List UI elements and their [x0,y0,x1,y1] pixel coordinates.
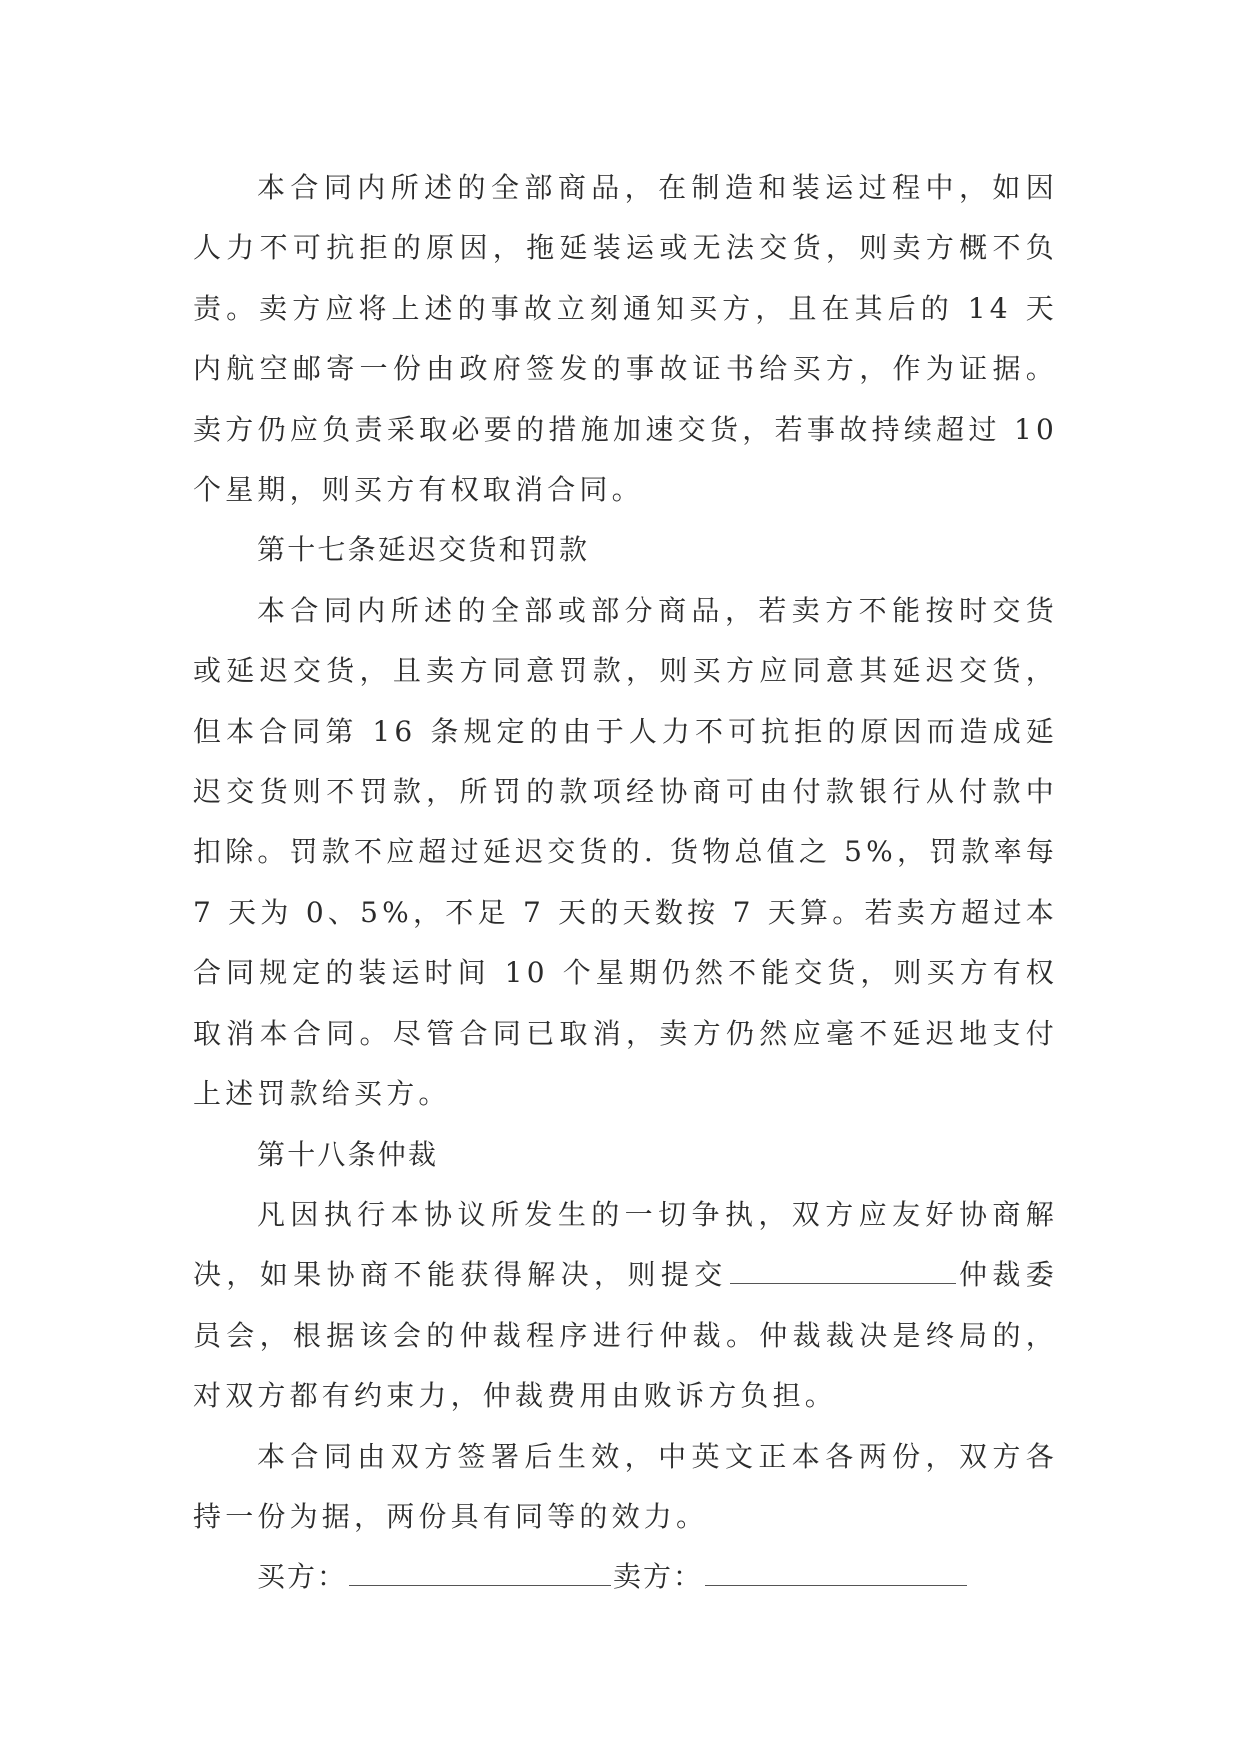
seller-label: 卖方： [613,1560,704,1594]
buyer-label: 买方： [257,1560,348,1594]
arbitration-paragraph [193,1185,1058,1427]
effect-paragraph: 本合同由双方签署后生效，中英文正本各两份，双方各持一份为据，两份具有同等的效力。 [193,1439,1058,1533]
arbitration-text-before: 凡因执行本协议所发生的一切争执，双方应友好协商解决，如果协商不能获得解决，则提交 [193,1197,1058,1292]
article-17-heading: 第十七条延迟交货和罚款 [257,533,590,567]
buyer-signature-blank [349,1561,611,1586]
signature-line [193,1547,1058,1607]
arbitration-text-after: 仲裁委员会，根据该会的仲裁程序进行仲裁。仲裁裁决是终局的，对双方都有约束力，仲裁费用由败诉方负担。 [193,1258,1058,1413]
late-delivery-paragraph: 本合同内所述的全部或部分商品，若卖方不能按时交货或延迟交货，且卖方同意罚款，则买方应同意其延迟交货，但本合同第 16 条规定的由于人力不可抗拒的原因而造成延迟交货则不罚款，所罚的款项经协商可由付款银行从付款中扣除。罚款不应超过延迟交货的. 货物总值之 5%，罚款率每 7 天为 0、5%，不足 7 天的天数按 7 天算。若卖方超过本合同规定的装运时间 10 个星期仍然不能交货，则买方有权取消本合同。尽管合同已取消，卖方仍然应毫不延迟地支付上述罚款给买方。 [193,593,1058,1111]
document-body [193,158,1058,1608]
arbitration-commission-blank [730,1259,956,1284]
force-majeure-paragraph: 本合同内所述的全部商品，在制造和装运过程中，如因人力不可抗拒的原因，拖延装运或无法交货，则卖方概不负责。卖方应将上述的事故立刻通知买方，且在其后的 14 天内航空邮寄一份由政府签发的事故证书给买方，作为证据。卖方仍应负责采取必要的措施加速交货，若事故持续超过 10 个星期，则买方有权取消合同。 [193,171,1058,507]
seller-signature-blank [705,1561,967,1586]
article-18-heading: 第十八条仲裁 [257,1137,439,1171]
